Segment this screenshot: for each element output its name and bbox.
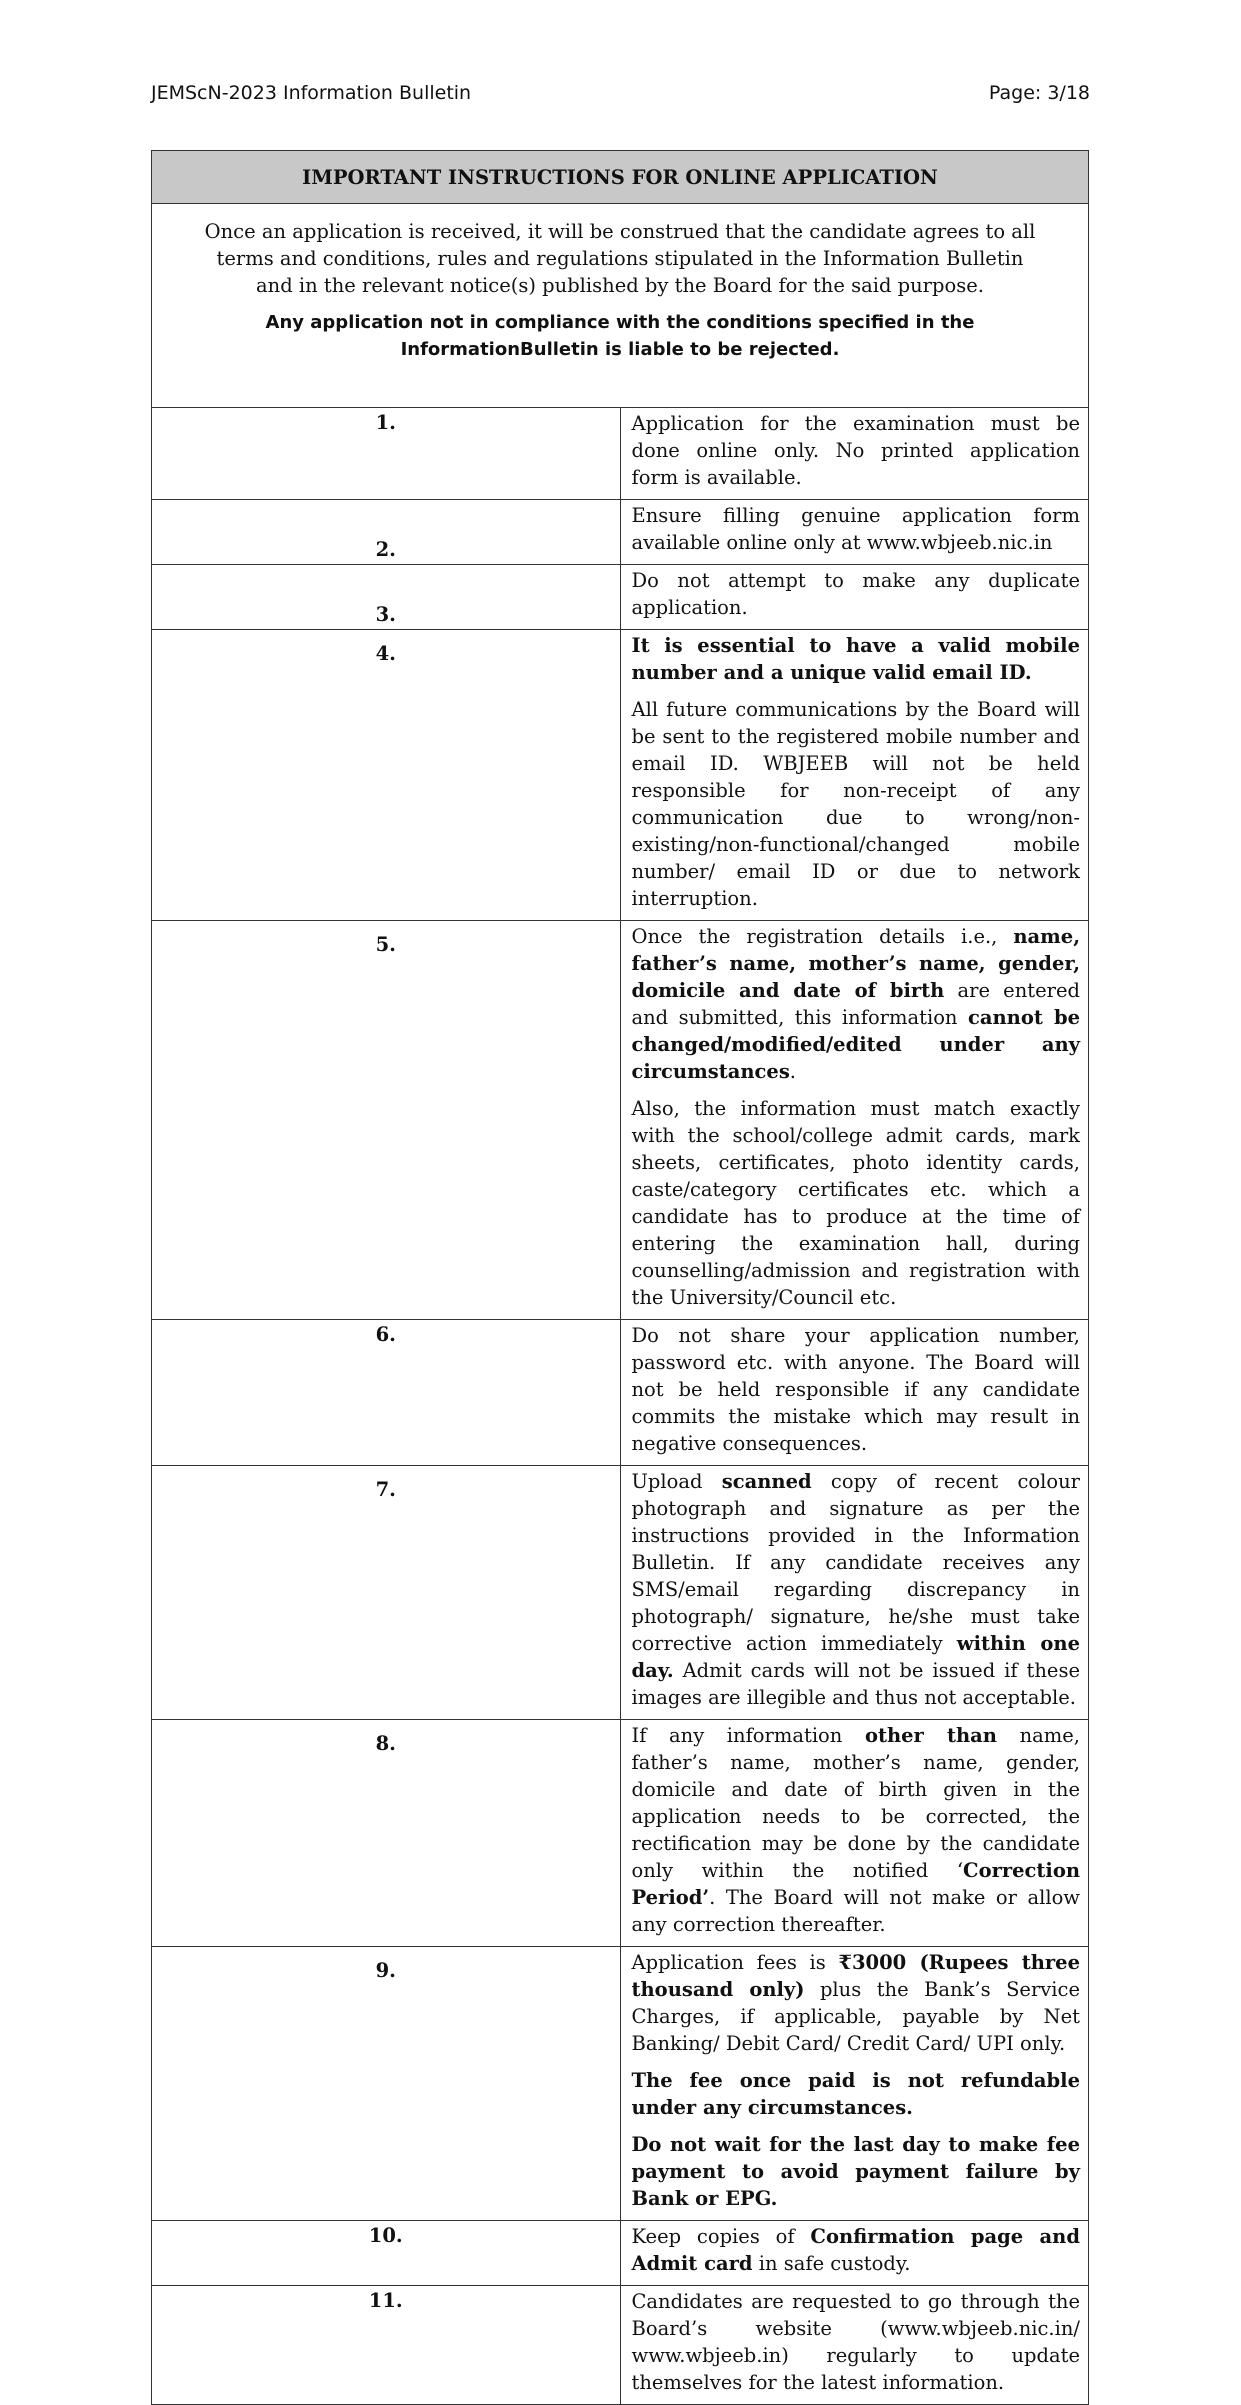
row-number: 5. [152, 921, 621, 1320]
table-row [152, 630, 1089, 921]
text-run: in safe custody. [752, 2252, 911, 2275]
page-number: Page: 3/18 [988, 82, 1090, 104]
row-paragraph: Do not attempt to make any duplicate application. [631, 569, 1080, 619]
intro-line-3: and in the relevant notice(s) published by the Board for the said purpose. [256, 274, 984, 297]
row-text [620, 921, 1089, 1320]
table-row [152, 1947, 1089, 2221]
bold-run: Correction Period’ [631, 1859, 1080, 1909]
text-run: Once the registration details i.e., [631, 925, 1014, 948]
row-number: 6. [152, 1320, 621, 1466]
table-row [152, 565, 1089, 630]
row-text [620, 2286, 1089, 2405]
table-title: IMPORTANT INSTRUCTIONS FOR ONLINE APPLICATION [152, 151, 1089, 204]
table-row [152, 500, 1089, 565]
row-paragraph: Ensure filling genuine application form available online only at www.wbjeeb.nic.in [631, 504, 1080, 554]
row-number: 9. [152, 1947, 621, 2221]
row-text [620, 630, 1089, 921]
instructions-table [151, 150, 1089, 2405]
intro-line-2: terms and conditions, rules and regulations stipulated in the Information Bulletin [216, 247, 1024, 270]
row-number: 3. [152, 565, 621, 630]
row-number: 7. [152, 1466, 621, 1720]
row-number: 4. [152, 630, 621, 921]
text-run: name, father’s name, mother’s name, gender, domicile and date of birth given in the application needs to be corrected, the rectification may be done by the candidate only within the notified ‘ [631, 1724, 1080, 1882]
text-run: . The Board will not make or allow any correction thereafter. [631, 1886, 1080, 1936]
row-text [620, 1947, 1089, 2221]
row-paragraph: Application for the examination must be done online only. No printed application form is available. [631, 412, 1080, 489]
text-run: are entered and submitted, this information [631, 979, 1080, 1029]
row-paragraph [632, 2223, 1081, 2277]
row-text [620, 2221, 1089, 2286]
text-run: Admit cards will not be issued if these images are illegible and thus not acceptable. [631, 1659, 1080, 1709]
intro-line-1: Once an application is received, it will be construed that the candidate agrees to all [204, 220, 1036, 243]
bold-run: name, father’s name, mother’s name, gender, domicile and date of birth [631, 925, 1080, 1002]
text-run: Keep copies of [631, 2225, 811, 2248]
table-row [152, 1466, 1089, 1720]
row-paragraph: Candidates are requested to go through the Board’s website (www.wbjeeb.nic.in/ www.wbjeeb.in) regularly to update themselves for the latest information. [631, 2290, 1080, 2394]
table-row [152, 1720, 1089, 1947]
row-paragraph [632, 1468, 1081, 1711]
row-text [620, 1720, 1089, 1947]
row-number: 11. [152, 2286, 621, 2405]
rejection-note: Any application not in compliance with the conditions specified in the InformationBulletin is liable to be rejected. [265, 312, 975, 360]
row-text [620, 408, 1089, 500]
intro-row [152, 204, 1089, 408]
table-row [152, 2286, 1089, 2405]
row-number: 8. [152, 1720, 621, 1947]
table-row [152, 1320, 1089, 1466]
bold-run: scanned [721, 1470, 812, 1493]
table-row [152, 921, 1089, 1320]
bold-run: other than [864, 1724, 997, 1747]
bold-run: within one day. [631, 1632, 1081, 1682]
row-number: 2. [152, 500, 621, 565]
text-run: Upload [631, 1470, 722, 1493]
text-run: copy of recent colour photograph and signature as per the instructions provided in the Information Bulletin. If any candidate receives any SMS/email regarding discrepancy in photograph/ signature, he/she must take corrective action immediately [631, 1470, 1081, 1655]
bold-run: ₹3000 (Rupees three thousand only) [631, 1951, 1080, 2001]
table-row [152, 2221, 1089, 2286]
row-text [620, 1320, 1089, 1466]
text-run: Application fees is [631, 1951, 839, 1974]
table-row [152, 408, 1089, 500]
header-title: JEMScN-2023 Information Bulletin [151, 82, 472, 104]
row-bold-paragraph: It is essential to have a valid mobile number and a unique valid email ID. [631, 634, 1080, 684]
page-header [151, 82, 1090, 104]
text-run: plus the Bank’s Service Charges, if applicable, payable by Net Banking/ Debit Card/ Credit Card/ UPI only. [631, 1978, 1080, 2055]
row-paragraph: Do not share your application number, password etc. with anyone. The Board will not be held responsible if any candidate commits the mistake which may result in negative consequences. [631, 1324, 1080, 1455]
row-paragraph: Also, the information must match exactly with the school/college admit cards, mark sheets, certificates, photo identity cards, caste/category certificates etc. which a candidate has to produce at the time of entering the examination hall, during counselling/admission and registration with the University/Council etc. [631, 1097, 1080, 1309]
row-paragraph [632, 1949, 1081, 2057]
row-text [620, 565, 1089, 630]
row-bold-paragraph: The fee once paid is not refundable under any circumstances. [631, 2069, 1080, 2119]
row-text [620, 500, 1089, 565]
row-paragraph [632, 1722, 1081, 1938]
intro-cell [152, 204, 1089, 408]
row-bold-paragraph: Do not wait for the last day to make fee payment to avoid payment failure by Bank or EPG. [631, 2133, 1080, 2210]
text-run: . [789, 1060, 796, 1083]
row-number: 1. [152, 408, 621, 500]
text-run: If any information [631, 1724, 865, 1747]
row-paragraph [632, 923, 1081, 1085]
bold-run: cannot be changed/modified/edited under any circumstances [631, 1006, 1080, 1083]
bold-run: Confirmation page and Admit card [631, 2225, 1080, 2275]
table-heading-row [152, 151, 1089, 204]
row-text [620, 1466, 1089, 1720]
row-paragraph: All future communications by the Board will be sent to the registered mobile number and email ID. WBJEEB will not be held responsible for non-receipt of any communication due to wrong/non- existing/non-functional/changed mobile number/ email ID or due to network interruption. [631, 698, 1080, 910]
row-number: 10. [152, 2221, 621, 2286]
